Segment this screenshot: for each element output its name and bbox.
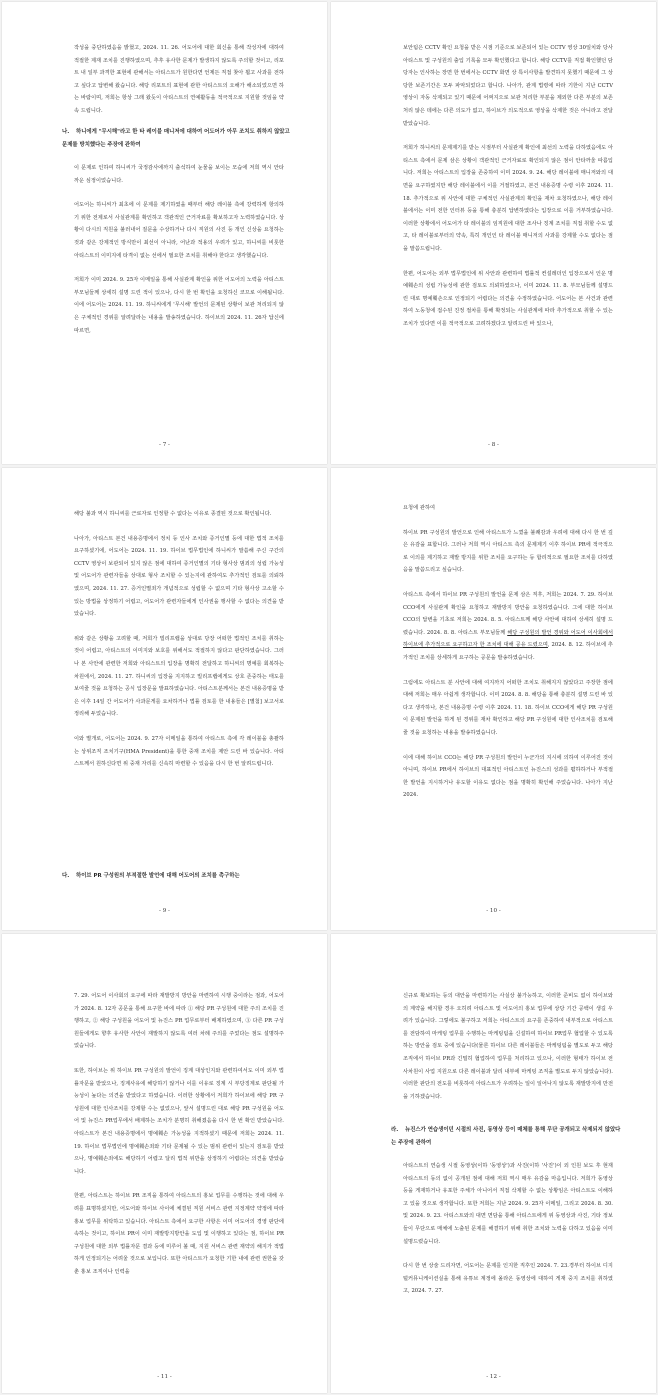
page-number: - 8 - <box>488 442 499 448</box>
paragraph: 하이브 PR 구성원의 발언으로 인해 아티스트가 느꼈을 불쾌감과 우려에 대해 다시 한 번 깊은 유감을 표합니다. 그러나 저희 역시 아티스트 측의 문제제기 이후 하이브 PR에 적극적으로 이의를 제기하고 재발 방지를 위한 조치를 요구하는 등 합리적으로 필요한 조치를 다하였음을 말씀드리고 싶습니다. <box>403 529 613 574</box>
page-12-body-top <box>403 990 613 1115</box>
paragraph-text: , 2024. 8. 12. 하이브에 추가적인 조치를 상세하게 요구하는 공문을 발송하였습니다. <box>403 642 613 661</box>
page-number: - 11 - <box>157 1374 172 1380</box>
page-7 <box>2 2 327 464</box>
page-11 <box>2 934 327 1393</box>
page-number: - 9 - <box>159 908 170 914</box>
page-7-body <box>74 162 284 349</box>
paragraph-text: 아티스트 측에서 하이브 PR 구성원의 발언을 문제 삼은 직후, 저희는 2024. 7. 29. 하이브 CCO에게 사실관계 확인을 요청하고 재발방지 방안을 요청하였습니다. 그에 대한 하이브 CCO의 답변을 기초로 저희는 2024. 8. 5. 아티스트께 해당 사안에 대하여 상세히 설명 드렸습니다. 2024. 8. 8. 아티스트 부모님들께 <box>403 591 613 636</box>
section-heading <box>62 126 292 151</box>
page-12-body <box>403 1160 613 1310</box>
page-number: - 10 - <box>486 908 501 914</box>
heading-mark: 라. <box>391 1127 399 1133</box>
paragraph: 신규로 확보하는 등의 대안을 마련하기는 사실상 불가능하고, 이러한 준비도 없이 하이브와의 계약을 해지할 경우 오히려 아티스트 및 어도어의 홍보 업무에 상당 기간 공백이 생길 우려가 있습니다. 그렇에도 불구하고 저희는 아티스트의 요구를 존중하여 내부적으로 아티스트를 전담하여 마케팅 업무를 수행하는 마케팅팀을 신설하여 하이브 PR업무 협업할 수 있도록 하는 방안을 검토 중에 있습니다(물론 하이브 다른 레이블들은 마케팅팀을 별도로 두고 해당 조직에서 하이브 PR과 긴밀히 협업하여 업무를 처리하고 있으나, 이러한 형태가 하이브 전사차원이 사업 지원으로 다른 레이블과 달리 내부에 마케팅 조직을 별도로 두지 않았습니다). 이러한 판단의 전도를 비롯하여 아티스트가 우려하는 일이 일어나지 않도록 재발방지에 만전을 기하겠습니다. <box>403 993 613 1100</box>
heading-text: 뉴진스가 연습생이던 시절의 사진, 동영상 등이 매체를 통해 무단 공개되고 삭제되지 않았다는 주장에 관하여 <box>391 1127 621 1146</box>
paragraph: 위와 같은 상황을 고려할 때, 저희가 빌리프랩을 상대로 당장 어떠한 법적인 조치를 취하는 것이 어렵고, 아티스트의 이미지와 보호를 위해서도 적절하지 않다고 판단하였습니다. 그러나 본 사안에 관련한 저희와 아티스트의 입장을 명확히 전달하고 하니씨의 명예를 회복하는 차원에서, 2024. 11. 27. 하니씨의 입장을 지지하고 빌리프랩에게도 상호 존중하는 태도를 보여줄 것을 요청하는 공식 입장문을 발표하였습니다. 아티스트분께서는 본건 내용증명을 받은 이후 14일 간 어도어가 사과문게를 요차하거나 법률 검토를 한 내용들은 [별첨] 보고서로 정리해 두었습니다. <box>74 635 284 718</box>
heading-mark: 다. <box>62 873 70 879</box>
paragraph: 다시 한 번 상술 드리자면, 어도어는 문제를 인지한 직후인 2024. 7. 23.경부터 하이브 디지털커뮤니케이션실을 통해 유튜브 계정에 올라온 동영상에 대하여 게재 중지 조치를 취하였고, 2024. 7. 27. <box>403 1263 613 1295</box>
paragraph: 저희가 이미 2024. 9. 25자 이메일을 통해 사실관계 확인을 위한 어도어의 노력을 아티스트 부모님들께 상세히 설명 드린 적이 있으나, 다시 한 번 확인을 요청하신 코므로 이해됩니다. 이에 어도어는 2024. 11. 19. 하니씨에게 '무시해' 발언의 문제된 상황이 보관 처리되지 않은 구체적인 경위를 알려달라는 내용을 발송하였습니다. 하이브의 2024. 11. 26자 답신에 따르면, <box>74 277 284 334</box>
paragraph: 보안팀은 CCTV 확인 요청을 받은 시점 기준으로 보존되어 있는 CCTV 영상 30일치와 당사 아티스트 및 구성원의 출입 기록을 모두 확인했다고 합니다. 해당 CCTV를 직접 확인했던 담당자는 인사하는 장면 한 번에서는 CCTV 화면 상 특이사항을 발견하지 못했기 때문에 그 상당한 보존기간은 모두 파악되었다고 합니다. 나아가, 관계 법령에 따라 기한이 지난 CCTV 영상이 자동 삭제되고 있기 때문에 어쩌지으로 보관 처리한 부분을 제외한 다른 부분의 보존처리 않은 데에는 다른 의도가 없고, 하이브가 의도적으로 영상을 삭제한 것은 아니라고 전달 받았습니다. <box>403 45 613 127</box>
page-8 <box>331 2 656 464</box>
page-number: - 7 - <box>159 442 170 448</box>
paragraph: 한편, 아티스트는 하이브 PR 조직을 통하여 아티스트의 홍보 업무를 수행하는 것에 대해 우려를 표명하셨지만, 어도어와 하이브 사이에 체결된 직원 서비스 관련 지정계약 약정에 따라 홍보 업무를 위탁하고 있습니다. 아티스트 측에서 요구한 사항은 이미 어도어의 경영 판단에 속하는 것이고, 하이브 PR이 이미 재발방지방안을 도입 및 이행하고 있다는 점, 하이브 PR 구성원에 대한 외부 법률자문 결과 등에 미루어 볼 때, 지원 서비스 관련 재약의 해지가 적법하게 인정되기는 어려울 것으로 보입니다. 또한 아티스트가 요청한 기한 내에 관련 권한을 갖춘 홍보 조직이나 인력을 <box>74 1193 284 1275</box>
paragraph: 작성을 중단하였음을 밝혔고, 2024. 11. 26. 어도어에 대한 회신을 통해 작성자에 대하여 적절한 제재 조치를 진행하였으며, 추후 유사한 문제가 발생하지 않도록 주의할 것이고, 리포트 내 일부 과격한 표현에 관해서는 아티스트가 원한다면 언제든 직접 찾아 뵙고 사과를 전하고 싶다고 답변해 왔습니다. 해당 리포트의 표현에 관한 아티스트의 오해가 해소되었으면 하는 바람이며, 저희는 항상 그래 왔듯이 아티스트의 연예활동을 적극적으로 지원할 것임을 약속 드립니다. <box>74 45 284 114</box>
paragraph: 이와 별개로, 어도어는 2024. 9. 27자 이메일을 통하여 아티스트 측에 각 레이블을 총괄하는 상위조직 조치기구(HMA President)을 통한 중재 조치를 제안 드린 바 있습니다. 아티스트께서 원하신다면 위 중재 자리를 신속히 마련할 수 있음을 다시 한 번 알려드립니다. <box>74 735 284 768</box>
underlined-text: 해당 구성원의 발언 경위와 어도어 이사회에서 하이브에 추가적으로 요구하고자 한 조치에 대해 공유 드렸으며 <box>403 629 614 649</box>
paragraph: 아티스트의 연습생 시절 동영상(이하 '동영상')과 사진(이하 '사진')이 외 인원 보도 후 현재 아티스트의 동의 없이 공개된 점에 대해 저희 역시 매우 유감을 마음입니다. 저희가 동영상 등을 게재하거나 유포한 주체가 아니어서 직접 삭제할 수 없는 상황임은 아티스트도 이해하고 있을 것으로 생각합니다. 또한 저희는 지난 2024. 9. 25자 이메일, 그리고 2024. 8. 30. 및 2024. 9. 23. 아티스트와의 대면 면담을 통해 아티스트에게 위 동영상과 사진, 기타 정보들이 무단으로 매체에 노출된 문제를 해결하기 위해 취한 조치와 노력을 다하고 있음을 이미 설명드렸습니다. <box>403 1163 613 1245</box>
paragraph: 저희가 하니씨의 문제제기를 받는 시점부터 사실관계 확인에 최선의 노력을 다하였음에도 아티스트 측에서 문제 삼은 상황이 객관적인 근거자료로 확인되지 않은 점이 안타까울 따름입니다. 저희는 아티스트의 입장을 존중하여 이미 2024. 9. 24. 해당 레이블에 매니저와의 대면을 요구하였지만 해당 레이블에서 이를 거절하였고, 본건 내용증명 수령 이후 2024. 11. 18. 추가적으로 위 사안에 대한 구체적인 사실관계의 확인을 재차 요청하였으나, 해당 레이블에서는 이미 전한 인터뷰 등을 통해 충분히 답변하였다는 입장으로 이를 거부하였습니다. 이러한 상황에서 어도어가 타 레이블의 임직원에 대한 조사나 징계 조치를 직접 취할 수도 없고, 타 레이블로부터의 약속, 특히 개인인 타 레이블 매니저의 사과를 강제할 수도 없다는 점을 말씀드립니다. <box>403 145 613 252</box>
paragraph: 7. 29. 어도어 이사회의 요구에 따라 재발방지 방안을 마련하여 시행 중이라는 점과, 어도어가 2024. 8. 12자 공문을 통해 요구한 바에 따라 ① 해당 PR 구성원에 대한 주의 조치를 진행하고, ② 해당 구성원을 어도어 및 뉴진스 PR 업무로부터 배제하였으며, ③ 다른 PR 구성원들에게도 향후 유사한 사안이 재발하지 않도록 여러 차례 주의를 주었다는 점도 설명하주었습니다. <box>74 993 284 1050</box>
page-10-body <box>403 502 613 814</box>
paragraph: 어도어는 하니씨가 최초에 이 문제를 제기하였을 때부터 해당 레이블 측에 강력하게 항의하기 위한 전제로서 사실관계를 확인하고 객관적인 근거자료를 확보하고자 노력하였습니다. 상황이 다시의 직원을 불러내어 질문을 수상하거나 다시 직원의 사진 등 개인 신상을 요청하는 것과 같은 강제적인 방식만이 최선이 아니라, 어난과 적용의 우려가 있고, 하니씨를 비롯한 아티스트의 이미지에 타격이 없는 선에서 필요한 조치를 취해야 한다고 생각했습니다. <box>74 202 284 259</box>
paragraph: 이에 대해 하이브 CCO는 해당 PR 구성원의 발언이 누군가의 지시에 의하여 이루어진 것이 아니며, 하이브 PR에서 하이브의 대표적인 아티스트인 뉴진스의 성과를 폄하하거나 부적절한 발언을 지시하거나 유도할 이유도 없다는 점을 명확히 확인해 주었습니다. 나아가 지난 2024. <box>403 754 613 799</box>
paragraph: 이 문제로 인하여 하니씨가 국정감사에까지 출석하여 눈물을 보이는 모습에 저희 역시 안타까운 심정이었습니다. <box>74 165 284 184</box>
paragraph: 한편, 어도어는 외부 법무법인에 위 사안과 관련하여 법률적 컨설레더인 입장으로서 인운 명예훼손의 성립 가능성에 관한 검토도 의뢰하였으나, 이미 2024. 11. 8. 부모님들께 설명드린 대로 명예훼손으로 인정되기 어렵다는 의견을 수정하였습니다. 어도어는 본 사건과 관련하여 노동청에 접수된 진정 절차를 통해 확정되는 사실관계에 따라 추가적으로 취할 수 있는 조치가 있다면 이를 적극적으로 고려하겠다고 알려드린 바 있으나, <box>403 270 613 327</box>
page-12 <box>331 934 656 1393</box>
paragraph: 나아가, 아티스트 본건 내용증명에서 정치 등 인사 조치와 증거인멸 등에 대한 법적 조치를 요구하셨기에, 어도어는 2024. 11. 19. 하이브 법무법인에 하니씨가 말씀해 주신 구간의 CCTV 영상이 보관되어 있지 않은 점에 대하여 증거인멸의 기타 형사상 범죄의 성립 가능성 및 어도어가 관련자들을 상대로 형사 조치할 수 있는지에 관하여도 추가적인 검토를 의뢰하였으며, 2024. 11. 27. 증거인멸죄가 개념적으로 성립할 수 없으며 기타 형사상 고소할 수 있는 방법을 상정하기 어렵고, 어도어가 관련자들에게 인사권을 행사할 수 없다는 의견을 받았습니다. <box>74 535 284 618</box>
page-number: - 12 - <box>486 1374 501 1380</box>
paragraph: 그럼에도 아티스트 분 사안에 대해 여지까지 어떠한 조치도 취해지지 않았다고 주장한 점에 대해 저희는 매우 아쉽게 생각합니다. 이미 2024. 8. 8. 해당을 통해 충분히 설명 드린 바 있다고 생각하나, 본건 내용증명 수령 이후 2024. 11. 18. 하이브 CCO에게 해당 PR 구성원이 문제된 발언을 하게 된 경위를 재차 확인하고 해당 PR 구성원에 대한 인사조치를 검토해 줄 것을 요청하는 내용을 발송하였습니다. <box>403 679 613 736</box>
section-heading <box>62 870 292 883</box>
page-10 <box>331 468 656 930</box>
heading-text: 하니에게 "무시해"라고 한 타 레이블 매니저에 대하여 어도어가 아무 조치도 취하지 않았고 문제를 방치했다는 주장에 관하여 <box>62 129 290 148</box>
heading-text: 하이브 PR 구성원의 부적절한 발언에 대해 어도어의 조치를 촉구하는 <box>76 873 240 879</box>
paragraph: 해당 불과 역시 하니씨를 근로자로 인정할 수 없다는 이유로 종결된 것으로 확인됩니다. <box>74 511 272 517</box>
page-9-body <box>74 508 284 783</box>
paragraph: 또한, 하이브는 위 하이브 PR 구성원의 발언이 징계 대상인지와 관련하여서도 이미 외부 법률자문을 받았으나, 징계사유에 해당하기 않거나 이를 이유로 징계 시 부당징계로 판단될 가능성이 높다는 의견을 받았다고 하였습니다. 이러한 상황에서 저희가 하이브에 해당 PR 구성원에 대한 인사조치를 강제할 수는 없었으나, 앞서 설명드린 대로 해당 PR 구성원을 어도어 및 뉴진스 PR업무에서 배제하는 조치가 분명히 취해졌음을 다시 한 번 확인 받았습니다. 아티스트가 본건 내용증명에서 명예훼손 가능성을 지적하셨기 때문에 저희는 2024. 11. 19. 하이브 법무법인에 명예훼손죄와 기타 문제될 수 있는 범위 관련이 있는지 검토를 받았으나, 명예훼손죄에도 해당하기 어렵고 달리 법적 위반을 상정하기 어렵다는 의견을 받았습니다. <box>74 1067 284 1175</box>
paragraph <box>403 589 613 665</box>
page-11-body <box>74 990 284 1290</box>
page-8-body <box>403 42 613 342</box>
heading-continuation: 요청에 관하여 <box>403 505 436 511</box>
page-9 <box>2 468 327 930</box>
page-7-body-top <box>74 42 284 130</box>
section-heading <box>391 1124 621 1149</box>
heading-mark: 나. <box>62 129 70 135</box>
